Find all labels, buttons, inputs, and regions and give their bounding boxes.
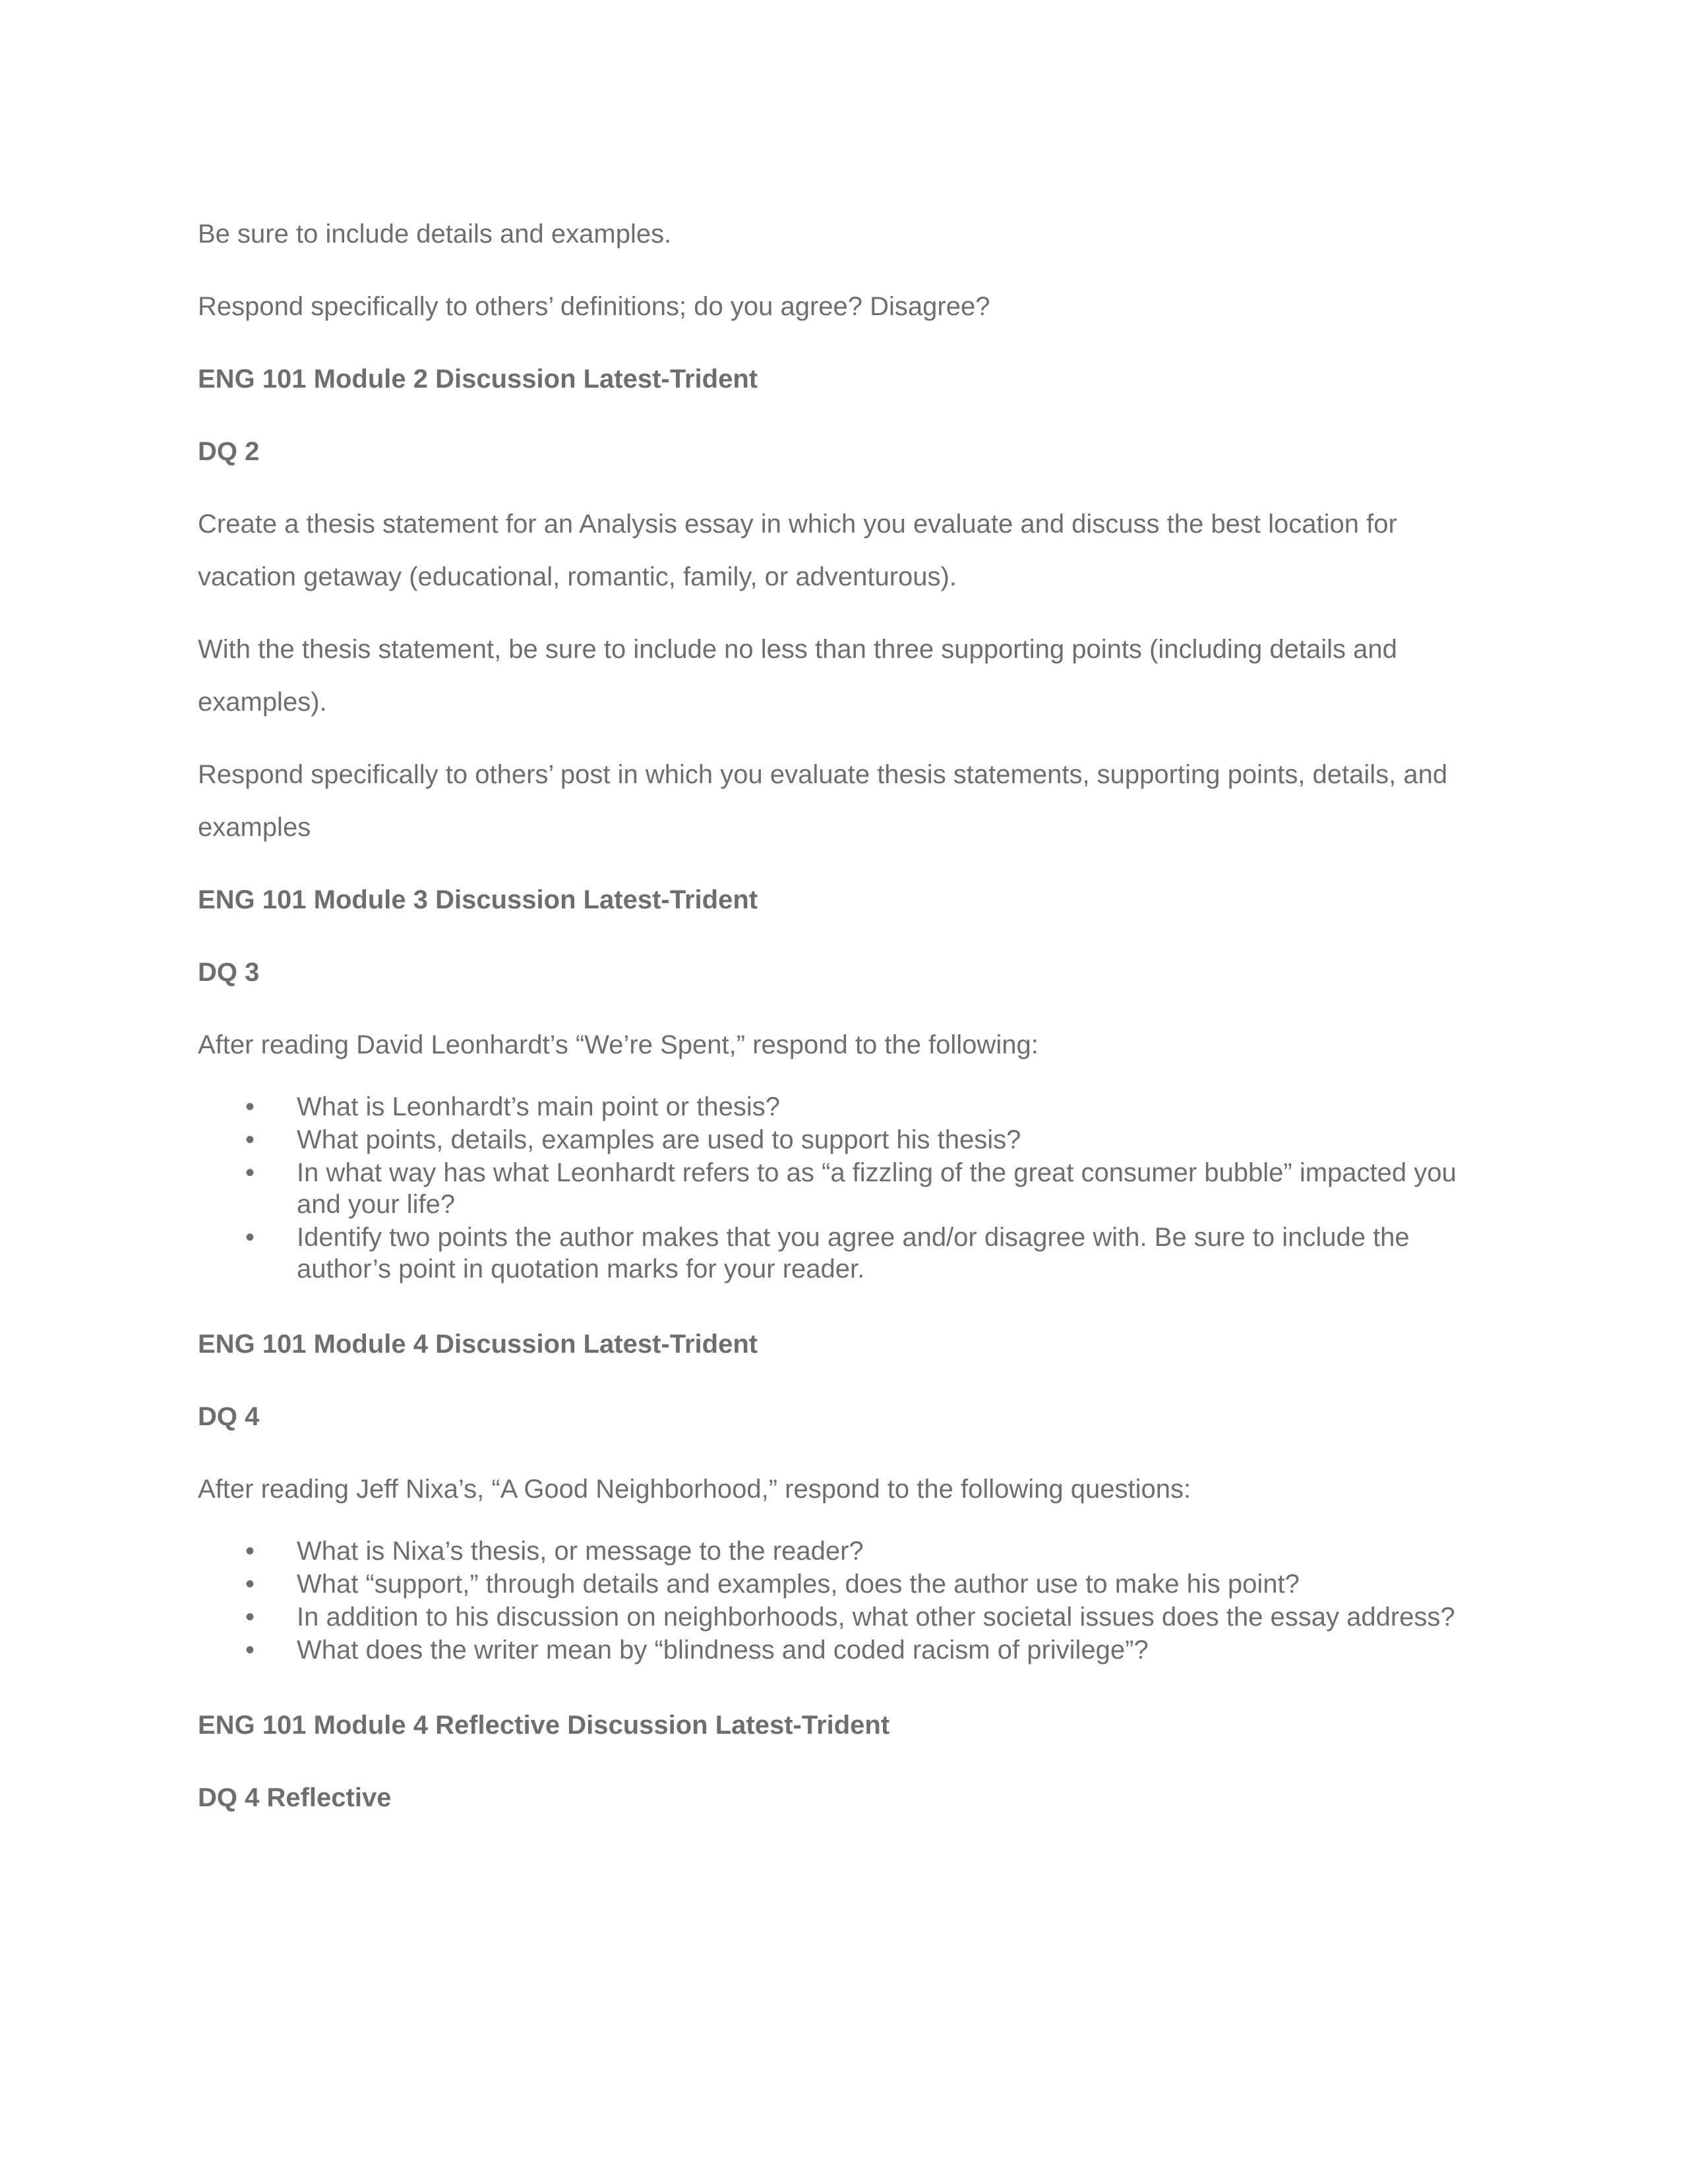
paragraph: Create a thesis statement for an Analysis essay in which you evaluate and discuss the best location for vacation getaway (educational, romantic, family, or adventurous). xyxy=(198,510,1397,591)
paragraph: With the thesis statement, be sure to include no less than three supporting points (including details and examples). xyxy=(198,635,1397,717)
list-item-text: In addition to his discussion on neighborhoods, what other societal issues does the essay address? xyxy=(297,1603,1455,1632)
paragraph: After reading David Leonhardt’s “We’re Spent,” respond to the following: xyxy=(198,1030,1039,1059)
section-heading: ENG 101 Module 3 Discussion Latest-Trident xyxy=(198,885,758,914)
bullet-icon: • xyxy=(245,1636,255,1665)
list-item-text: Identify two points the author makes that you agree and/or disagree with. Be sure to include the author’s point in quotation marks for your reader. xyxy=(297,1223,1410,1284)
paragraph: Respond specifically to others’ definitions; do you agree? Disagree? xyxy=(198,292,990,321)
bullet-icon: • xyxy=(245,1158,255,1187)
list-item-text: What does the writer mean by “blindness and coded racism of privilege”? xyxy=(297,1636,1149,1665)
dq-heading: DQ 3 xyxy=(198,958,260,987)
list-item-text: What “support,” through details and examples, does the author use to make his point? xyxy=(297,1570,1300,1599)
list-item xyxy=(198,1091,1490,1123)
bullet-icon: • xyxy=(245,1570,255,1599)
list-item xyxy=(198,1568,1490,1600)
list-item xyxy=(198,1124,1490,1156)
list-item xyxy=(198,1222,1490,1285)
bullet-icon: • xyxy=(245,1223,255,1252)
list-item-text: In what way has what Leonhardt refers to as “a fizzling of the great consumer bubble” impacted you and your life? xyxy=(297,1158,1457,1219)
list-item-text: What is Nixa’s thesis, or message to the reader? xyxy=(297,1537,864,1566)
bullet-icon: • xyxy=(245,1537,255,1566)
section-heading: ENG 101 Module 4 Discussion Latest-Trident xyxy=(198,1330,758,1359)
bullet-icon: • xyxy=(245,1092,255,1121)
paragraph: Be sure to include details and examples. xyxy=(198,220,672,249)
bullet-icon: • xyxy=(245,1603,255,1632)
paragraph: After reading Jeff Nixa’s, “A Good Neighborhood,” respond to the following questions: xyxy=(198,1475,1191,1504)
list-item xyxy=(198,1601,1490,1633)
section-heading: ENG 101 Module 2 Discussion Latest-Trident xyxy=(198,365,758,394)
bullet-list xyxy=(198,1535,1490,1666)
dq-heading: DQ 4 xyxy=(198,1402,260,1431)
bullet-icon: • xyxy=(245,1125,255,1154)
list-item-text: What is Leonhardt’s main point or thesis? xyxy=(297,1092,780,1121)
section-heading: ENG 101 Module 4 Reflective Discussion Latest-Trident xyxy=(198,1711,890,1740)
document-body xyxy=(198,208,1490,1844)
dq-heading: DQ 2 xyxy=(198,437,260,466)
list-item xyxy=(198,1634,1490,1666)
list-item xyxy=(198,1157,1490,1220)
list-item-text: What points, details, examples are used to support his thesis? xyxy=(297,1125,1021,1154)
dq-heading: DQ 4 Reflective xyxy=(198,1783,392,1812)
list-item xyxy=(198,1535,1490,1567)
paragraph: Respond specifically to others’ post in which you evaluate thesis statements, supporting points, details, and examples xyxy=(198,760,1448,842)
bullet-list xyxy=(198,1091,1490,1285)
